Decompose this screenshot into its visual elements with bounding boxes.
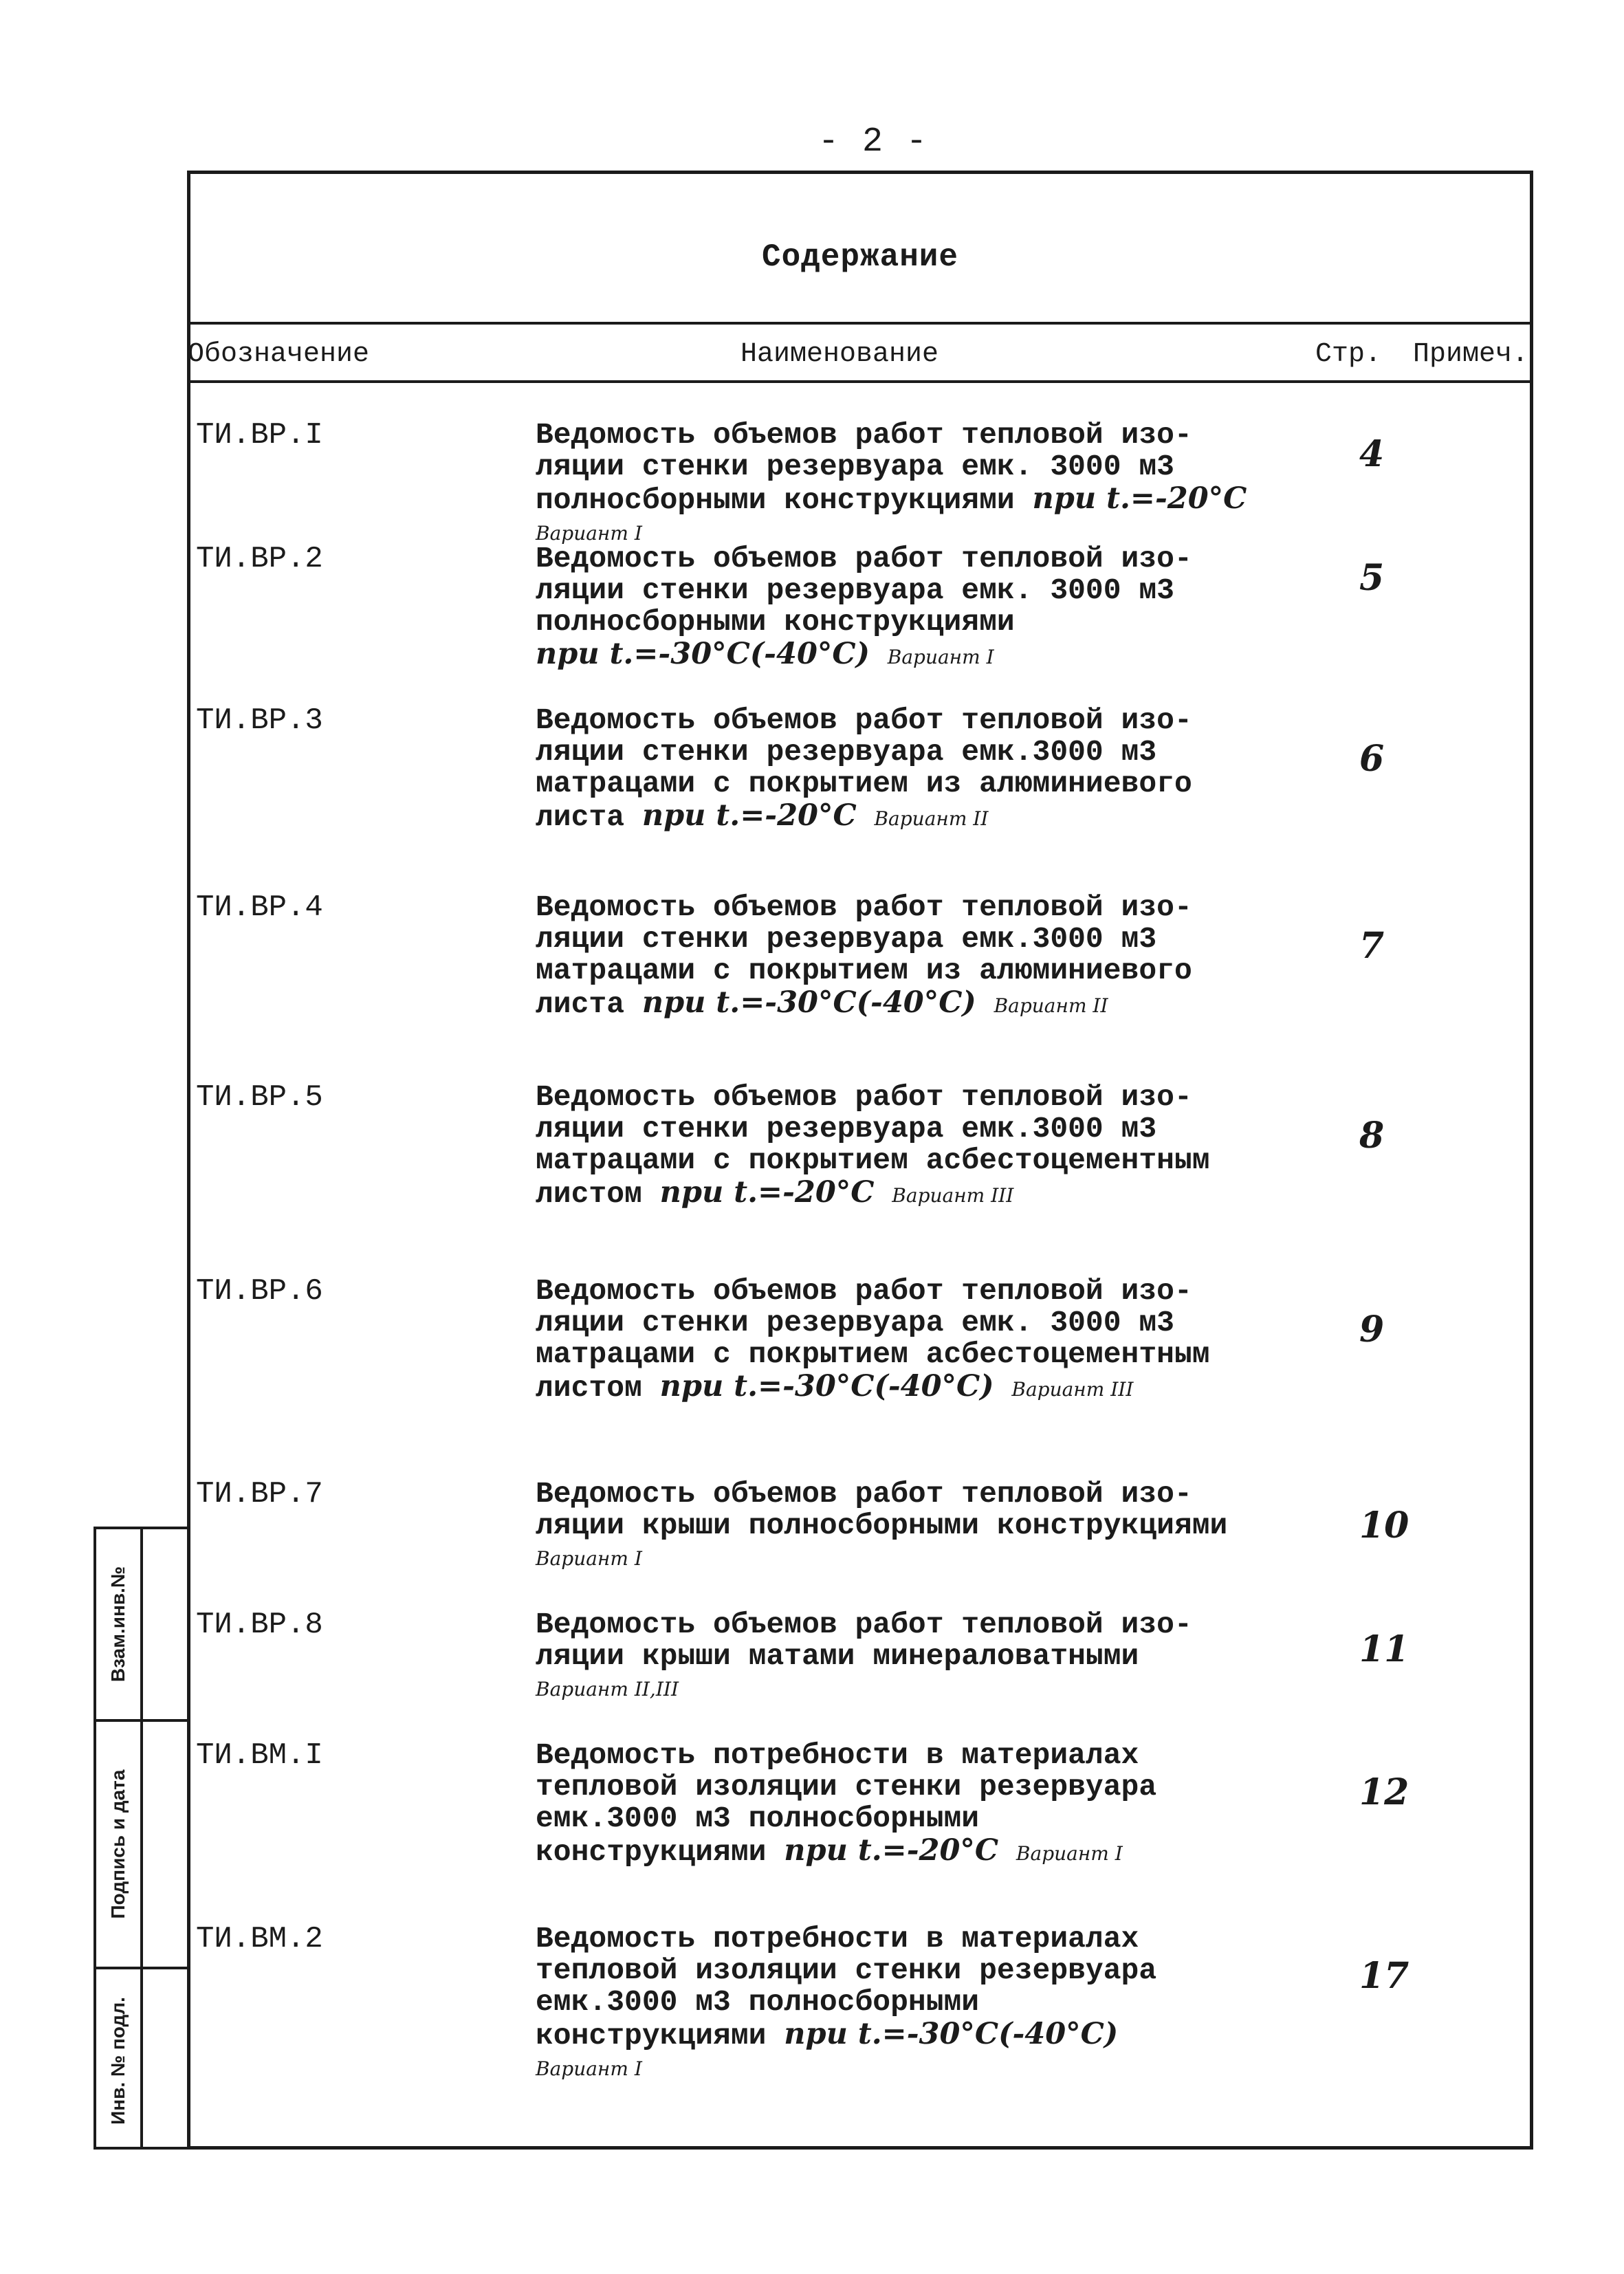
document-title: Содержание	[761, 239, 959, 275]
row-page: 11	[1359, 1628, 1409, 1670]
row-page: 7	[1359, 925, 1385, 967]
row-code: ТИ.ВМ.2	[196, 1922, 323, 1956]
stamp-cell-signature-date	[96, 1722, 140, 1969]
row-code: ТИ.ВР.6	[196, 1274, 323, 1309]
row-page: 17	[1359, 1955, 1409, 1997]
row-code: ТИ.ВР.8	[196, 1608, 323, 1642]
row-name: Ведомость объемов работ тепловой изо- ляции стенки резервуара емк.3000 м3 матрацами с покрытием из алюминиевого листа при t.=-30°C(-40°C) Вариант II	[536, 890, 1192, 1021]
side-stamp-labels	[94, 1527, 140, 2150]
stamp-cell-inv-no	[96, 1969, 140, 2152]
table-body	[190, 174, 1530, 2146]
stamp-label-replacement-inv: Взам.инв.№	[107, 1566, 129, 1683]
row-name: Ведомость объемов работ тепловой изо- ляции крыши матами минераловатными Вариант II,III	[536, 1608, 1192, 1701]
row-code: ТИ.ВР.3	[196, 703, 323, 738]
row-name: Ведомость объемов работ тепловой изо- ляции стенки резервуара емк. 3000 м3 полносборными конструкциями при t.=-30°C(-40°C) Вариант I	[536, 542, 1192, 671]
row-code: ТИ.ВР.7	[196, 1477, 323, 1511]
page-number: - 2 -	[818, 122, 929, 162]
stamp-label-inv-no: Инв. № подл.	[107, 1997, 129, 2125]
row-name: Ведомость объемов работ тепловой изо- ляции стенки резервуара емк. 3000 м3 матрацами с покрытием асбестоцементным листом при t.=-30°C(-40°C) Вариант III	[536, 1274, 1210, 1405]
row-code: ТИ.ВМ.I	[196, 1738, 323, 1773]
side-stamp-values	[140, 1527, 187, 2150]
stamp-cell-replacement-inv	[96, 1529, 140, 1722]
column-header-note: Примеч.	[1413, 339, 1529, 370]
row-name: Ведомость объемов работ тепловой изо- ляции стенки резервуара емк. 3000 м3 полносборными конструкциями при t.=-20°C Вариант I	[536, 418, 1247, 545]
row-code: ТИ.ВР.2	[196, 542, 323, 576]
row-name: Ведомость потребности в материалах тепловой изоляции стенки резервуара емк.3000 м3 полносборными конструкциями при t.=-20°C Вариант I	[536, 1738, 1157, 1869]
row-page: 6	[1359, 738, 1385, 780]
row-page: 10	[1359, 1505, 1409, 1546]
stamp-value-signature-date	[143, 1722, 187, 1969]
row-page: 12	[1359, 1771, 1409, 1813]
stamp-value-inv-no	[143, 1969, 187, 2152]
column-header-code: Обозначение	[188, 339, 370, 370]
row-code: ТИ.ВР.I	[196, 418, 323, 452]
contents-table	[187, 171, 1533, 2150]
stamp-label-signature-date: Подпись и дата	[107, 1769, 129, 1919]
column-header-name: Наименование	[740, 339, 939, 370]
row-page: 4	[1359, 433, 1385, 475]
row-name: Ведомость потребности в материалах тепловой изоляции стенки резервуара емк.3000 м3 полносборными конструкциями при t.=-30°C(-40°C) Вариант I	[536, 1922, 1157, 2080]
row-code: ТИ.ВР.4	[196, 890, 323, 925]
row-page: 8	[1359, 1115, 1385, 1157]
row-name: Ведомость объемов работ тепловой изо- ляции крыши полносборными конструкциями Вариант I	[536, 1477, 1228, 1570]
row-page: 9	[1359, 1309, 1385, 1351]
row-name: Ведомость объемов работ тепловой изо- ляции стенки резервуара емк.3000 м3 матрацами с покрытием из алюминиевого листа при t.=-20°C Вариант II	[536, 703, 1192, 834]
row-name: Ведомость объемов работ тепловой изо- ляции стенки резервуара емк.3000 м3 матрацами с покрытием асбестоцементным листом при t.=-20°C Вариант III	[536, 1080, 1210, 1211]
stamp-value-replacement-inv	[143, 1529, 187, 1722]
side-stamp	[94, 1527, 187, 2150]
row-code: ТИ.ВР.5	[196, 1080, 323, 1115]
column-header-page: Стр.	[1315, 339, 1382, 370]
row-page: 5	[1359, 557, 1385, 599]
